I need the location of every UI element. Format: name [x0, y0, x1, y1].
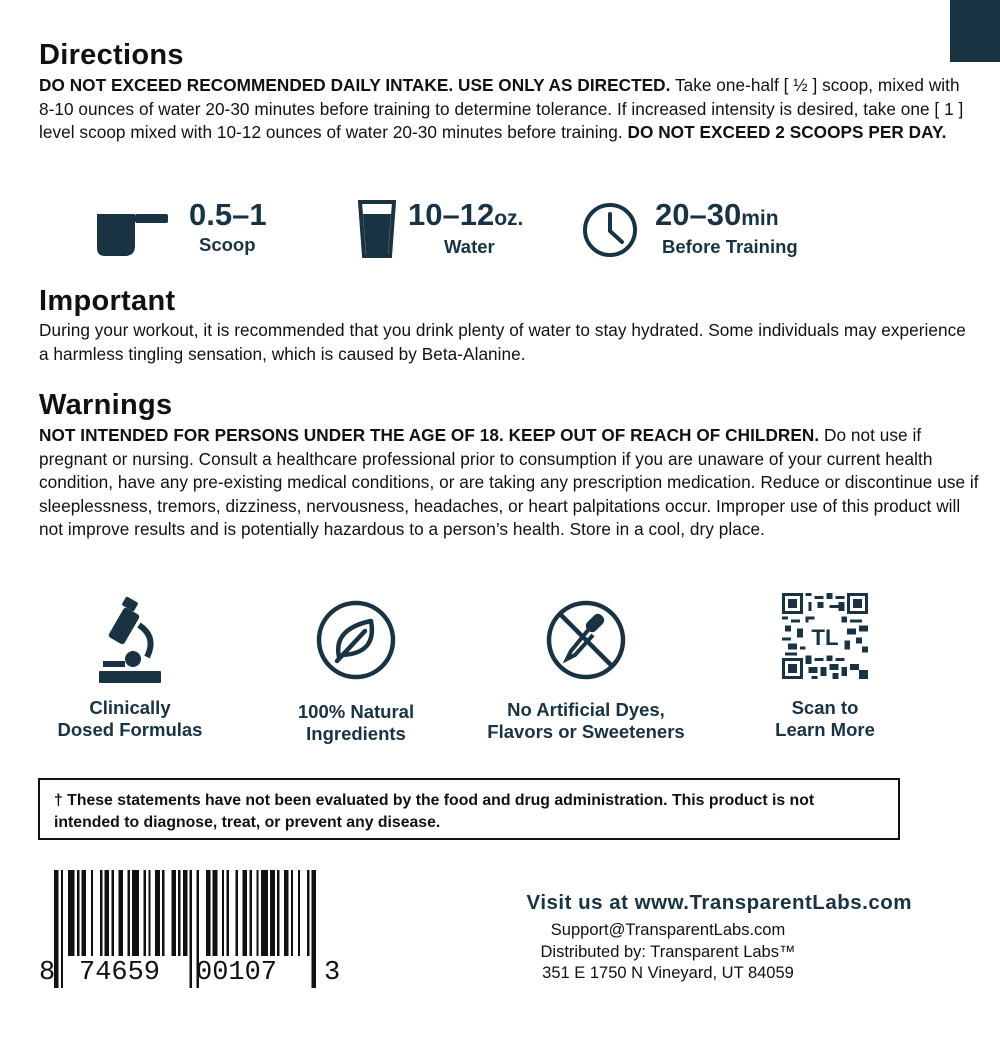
directions-bold-lead: DO NOT EXCEED RECOMMENDED DAILY INTAKE. USE ONLY AS DIRECTED. — [39, 75, 671, 95]
barcode-bar — [291, 870, 293, 956]
important-section — [39, 284, 979, 366]
fda-disclaimer: † These statements have not been evaluated by the food and drug administration. This product is not intended to diagnose, treat, or prevent any disease. — [38, 778, 900, 840]
barcode-bar — [162, 870, 164, 956]
barcode-bar — [77, 870, 79, 956]
dose-scoop-label: Scoop — [199, 234, 256, 255]
dose-timing-label: Before Training — [662, 236, 798, 257]
barcode-bar — [222, 870, 224, 956]
address-text: 351 E 1750 N Vineyard, UT 84059 — [542, 964, 794, 982]
qr-center-logo: TL — [811, 625, 839, 651]
important-heading: Important — [39, 285, 176, 317]
directions-heading: Directions — [39, 39, 184, 71]
scoop-icon — [95, 210, 170, 260]
barcode-bar — [100, 870, 102, 956]
barcode-bar — [227, 870, 229, 956]
barcode-digits-left: 74659 — [79, 958, 161, 988]
dose-timing-amount: 20–30 — [655, 197, 742, 232]
directions-text — [39, 74, 979, 145]
important-text: During your workout, it is recommended that you drink plenty of water to stay hydrated. Some individuals may experience a harmless tingling sensation, which is caused by Beta-Alanine. — [39, 320, 966, 364]
barcode-bar — [298, 870, 300, 956]
barcode-bar — [250, 870, 252, 956]
barcode-bar — [132, 870, 139, 956]
barcode-bar — [148, 870, 150, 956]
barcode-bar — [68, 870, 75, 956]
barcode-digit-last: 3 — [324, 958, 341, 988]
directions-bold-tail: DO NOT EXCEED 2 SCOOPS PER DAY. — [627, 122, 947, 142]
glass-icon — [358, 200, 396, 258]
barcode-bar — [261, 870, 268, 956]
barcode-bar — [171, 870, 176, 956]
barcode-bar — [91, 870, 93, 956]
directions-body: Take one-half [ ½ ] scoop, mixed with 8-10 ounces of water 20-30 minutes before training to determine tolerance. If increased intensity is desired, take one [ 1 ] level scoop mixed with 10-12 ounces of water 20-30 minutes before training. — [39, 75, 964, 142]
barcode-bar — [307, 870, 309, 956]
warnings-section — [39, 388, 979, 542]
barcode-digit-first: 8 — [39, 958, 56, 988]
barcode-bar — [213, 870, 218, 956]
barcode-bar — [144, 870, 146, 956]
badge-no-artificial — [486, 595, 686, 742]
dose-water-label: Water — [444, 236, 495, 257]
barcode-bar — [277, 870, 279, 956]
barcode-bar — [105, 870, 110, 956]
visit-website-link[interactable]: Visit us at www.TransparentLabs.com — [526, 891, 912, 914]
barcode-bar — [155, 870, 160, 956]
warnings-text — [39, 424, 979, 542]
barcode-bar — [61, 870, 63, 988]
directions-section — [39, 38, 979, 145]
barcode-bar — [256, 870, 258, 956]
barcode-bar — [236, 870, 238, 956]
warnings-bold-lead: NOT INTENDED FOR PERSONS UNDER THE AGE OF 18. KEEP OUT OF REACH OF CHILDREN. — [39, 425, 820, 445]
barcode-bar — [206, 870, 211, 956]
dosage-row — [0, 196, 1000, 266]
badge-no-artificial-line1: No Artificial Dyes, — [507, 699, 665, 720]
barcode-bar — [128, 870, 130, 956]
support-email-link[interactable]: Support@TransparentLabs.com — [550, 921, 786, 939]
microscope-icon — [95, 595, 165, 685]
barcode-bar — [243, 870, 248, 956]
barcode-bar — [284, 870, 289, 956]
barcode-bar — [183, 870, 188, 956]
distributor-text: Distributed by: Transparent Labs™ — [540, 943, 796, 961]
badge-natural-line2: Ingredients — [306, 723, 406, 744]
badge-scan-line2: Learn More — [775, 719, 875, 740]
barcode-bar — [190, 870, 192, 988]
badge-clinically-line2: Dosed Formulas — [57, 719, 203, 740]
dose-timing-unit: min — [741, 207, 779, 230]
barcode-digits-right: 00107 — [196, 958, 278, 988]
dose-water-unit: oz. — [494, 207, 524, 230]
dose-scoop-amount: 0.5–1 — [189, 197, 267, 232]
barcode-bar — [178, 870, 180, 956]
warnings-heading: Warnings — [39, 389, 173, 421]
qr-code-icon[interactable] — [782, 593, 868, 679]
badge-natural-line1: 100% Natural — [297, 701, 415, 722]
badge-no-artificial-line2: Flavors or Sweeteners — [487, 721, 685, 742]
barcode-bar — [312, 870, 317, 988]
dose-water-amount: 10–12 — [408, 197, 495, 232]
leaf-icon — [315, 599, 397, 681]
warnings-body: Do not use if pregnant or nursing. Consult a healthcare professional prior to consumption if you are unaware of your current health condition, have any pre-existing medical conditions, or are taking any prescription medication. Reduce or discontinue use if sleeplessness, tremors, dizziness, nervousness, headaches, or heart palpitations occur. Improper use of this product will not improve results and is potentially hazardous to a person’s health. Store in a cool, dry place. — [39, 425, 979, 539]
badge-clinically-dosed — [30, 595, 230, 740]
barcode-bar — [270, 870, 275, 956]
clock-icon — [582, 202, 638, 258]
barcode-bar — [118, 870, 123, 956]
badge-natural — [256, 595, 456, 744]
badge-scan-line1: Scan to — [791, 697, 859, 718]
badge-scan-qr — [725, 595, 925, 740]
no-dropper-icon — [545, 599, 627, 681]
barcode-bar — [112, 870, 114, 956]
badge-clinically-line1: Clinically — [89, 697, 171, 718]
barcode-bar — [82, 870, 87, 956]
